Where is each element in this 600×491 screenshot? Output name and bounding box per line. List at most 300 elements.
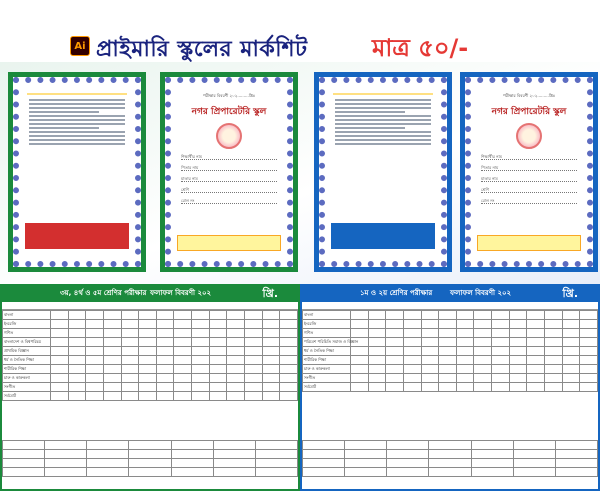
mark-cell	[351, 329, 369, 338]
mark-cell	[580, 365, 598, 374]
grade-scale	[2, 302, 298, 310]
mark-cell	[192, 311, 210, 320]
mark-cell	[192, 338, 210, 347]
mark-cell	[474, 383, 492, 392]
subject-cell: ইংরেজি	[3, 320, 51, 329]
mark-cell	[51, 392, 69, 401]
mark-cell	[456, 374, 474, 383]
mark-cell	[421, 347, 439, 356]
mark-cell	[174, 320, 192, 329]
mark-cell	[86, 365, 104, 374]
mark-cell	[580, 347, 598, 356]
mark-cell	[227, 311, 245, 320]
mark-cell	[156, 347, 174, 356]
table-row	[3, 356, 298, 365]
table-row	[303, 338, 598, 347]
mark-cell	[562, 311, 580, 320]
mark-cell	[121, 383, 139, 392]
mark-cell	[456, 311, 474, 320]
mark-cell	[192, 329, 210, 338]
mark-cell	[439, 383, 457, 392]
mark-cell	[439, 365, 457, 374]
mark-cell	[527, 374, 545, 383]
mark-cell	[103, 374, 121, 383]
mark-cell	[280, 338, 298, 347]
mark-cell	[192, 356, 210, 365]
mark-cell	[492, 320, 510, 329]
mark-cell	[280, 383, 298, 392]
mark-cell	[527, 365, 545, 374]
mark-cell	[421, 365, 439, 374]
mark-cell	[545, 329, 563, 338]
mark-cell	[527, 320, 545, 329]
mark-cell	[121, 392, 139, 401]
table-row	[303, 329, 598, 338]
mark-cell	[68, 392, 86, 401]
mark-cell	[580, 383, 598, 392]
mark-cell	[227, 356, 245, 365]
mark-cell	[351, 311, 369, 320]
mark-cell	[562, 338, 580, 347]
cover-sheet-green	[160, 72, 298, 272]
mark-cell	[139, 383, 157, 392]
cover-sheet-blue	[460, 72, 598, 272]
subject-cell: সংগীত	[303, 374, 351, 383]
mark-cell	[209, 311, 227, 320]
school-logo-icon	[516, 123, 542, 149]
table-row	[303, 383, 598, 392]
mark-cell	[492, 365, 510, 374]
mark-cell	[103, 329, 121, 338]
mark-cell	[474, 347, 492, 356]
mark-cell	[562, 383, 580, 392]
mark-cell	[474, 329, 492, 338]
mark-cell	[174, 311, 192, 320]
mark-cell	[527, 383, 545, 392]
mark-cell	[456, 320, 474, 329]
subject-cell: পরিবেশ পরিচিতি সমাজ ও বিজ্ঞান	[303, 338, 351, 347]
mark-cell	[192, 365, 210, 374]
mark-cell	[68, 338, 86, 347]
mark-cell	[351, 356, 369, 365]
mark-cell	[280, 374, 298, 383]
field-roll: রোল নং	[481, 198, 577, 204]
mark-cell	[509, 329, 527, 338]
mark-cell	[103, 347, 121, 356]
mark-cell	[280, 347, 298, 356]
mark-cell	[209, 392, 227, 401]
mark-cell	[386, 383, 404, 392]
field-roll: রোল নং	[181, 198, 277, 204]
mark-cell	[580, 374, 598, 383]
preview-area	[0, 62, 600, 284]
mark-cell	[139, 311, 157, 320]
class-title: ৩য়, ৪র্থ ও ৫ম শ্রেণির পরীক্ষার	[60, 289, 147, 297]
mark-cell	[156, 311, 174, 320]
mark-cell	[103, 338, 121, 347]
mark-cell	[262, 374, 280, 383]
table-row	[3, 320, 298, 329]
mark-cell	[474, 320, 492, 329]
mark-cell	[456, 347, 474, 356]
mark-cell	[439, 311, 457, 320]
mark-cell	[192, 347, 210, 356]
mark-cell	[227, 392, 245, 401]
marksheet-green	[0, 284, 300, 491]
table-row	[303, 374, 598, 383]
mark-cell	[139, 329, 157, 338]
table-row	[3, 338, 298, 347]
mark-cell	[245, 338, 263, 347]
mark-cell	[245, 329, 263, 338]
mark-cell	[280, 365, 298, 374]
mark-cell	[527, 329, 545, 338]
mark-cell	[174, 392, 192, 401]
mark-cell	[421, 320, 439, 329]
mark-cell	[245, 365, 263, 374]
mark-cell	[580, 320, 598, 329]
school-name: নগর প্রিপারেটরি স্কুল	[491, 107, 567, 117]
mark-cell	[86, 338, 104, 347]
subject-table	[302, 310, 598, 392]
mark-cell	[209, 338, 227, 347]
mark-cell	[386, 329, 404, 338]
mark-cell	[386, 374, 404, 383]
subject-cell: বাংলা	[3, 311, 51, 320]
mark-cell	[545, 374, 563, 383]
mark-cell	[51, 347, 69, 356]
mark-cell	[121, 356, 139, 365]
rules-header-bar	[333, 93, 433, 95]
mark-cell	[403, 356, 421, 365]
mark-cell	[245, 383, 263, 392]
table-row	[303, 347, 598, 356]
mark-cell	[545, 365, 563, 374]
mark-cell	[562, 329, 580, 338]
mark-cell	[439, 347, 457, 356]
table-row	[303, 320, 598, 329]
table-row	[303, 311, 598, 320]
mark-cell	[403, 383, 421, 392]
mark-cell	[492, 311, 510, 320]
field-student-name: শিক্ষার্থীর নাম	[481, 154, 577, 160]
mark-cell	[227, 320, 245, 329]
mark-cell	[139, 347, 157, 356]
mark-cell	[562, 374, 580, 383]
cover-footer-box	[177, 235, 281, 251]
mark-cell	[51, 329, 69, 338]
mark-cell	[456, 383, 474, 392]
mark-cell	[580, 311, 598, 320]
mark-cell	[86, 356, 104, 365]
mark-cell	[245, 374, 263, 383]
mark-cell	[439, 320, 457, 329]
mark-cell	[386, 320, 404, 329]
mark-cell	[174, 383, 192, 392]
mark-cell	[386, 311, 404, 320]
rules-sheet-green	[8, 72, 146, 272]
subject-cell: চারু ও কারুকলা	[303, 365, 351, 374]
mark-cell	[262, 392, 280, 401]
subject-cell: সংগীত	[3, 383, 51, 392]
mark-cell	[456, 356, 474, 365]
table-row	[3, 374, 298, 383]
subject-cell: শারীরিক শিক্ষা	[303, 356, 351, 365]
mark-cell	[456, 365, 474, 374]
mark-cell	[209, 365, 227, 374]
mark-cell	[51, 356, 69, 365]
mark-cell	[368, 374, 386, 383]
mark-cell	[156, 338, 174, 347]
mark-cell	[351, 365, 369, 374]
mark-cell	[209, 320, 227, 329]
mark-cell	[386, 365, 404, 374]
mark-cell	[174, 356, 192, 365]
notice-box	[25, 223, 129, 249]
mark-cell	[121, 311, 139, 320]
mark-cell	[192, 320, 210, 329]
mark-cell	[492, 329, 510, 338]
mark-cell	[492, 374, 510, 383]
mark-cell	[580, 338, 598, 347]
mark-cell	[439, 356, 457, 365]
field-mother-name: মাতার নাম	[181, 176, 277, 182]
mark-cell	[262, 347, 280, 356]
exam-year-line: পরীক্ষার বিবরণী ২০২.........খ্রিঃ	[502, 93, 556, 98]
mark-cell	[227, 329, 245, 338]
mark-cell	[545, 338, 563, 347]
class-title: ১ম ও ২য় শ্রেণির পরীক্ষার	[360, 289, 433, 297]
mark-cell	[156, 383, 174, 392]
mark-cell	[68, 320, 86, 329]
mark-cell	[245, 356, 263, 365]
mark-cell	[156, 365, 174, 374]
mark-cell	[580, 356, 598, 365]
mark-cell	[103, 383, 121, 392]
mark-cell	[156, 356, 174, 365]
mark-cell	[509, 347, 527, 356]
mark-cell	[245, 392, 263, 401]
mark-cell	[280, 356, 298, 365]
mark-cell	[368, 365, 386, 374]
mark-cell	[68, 383, 86, 392]
mark-cell	[262, 329, 280, 338]
subject-cell: প্রাথমিক বিজ্ঞান	[3, 347, 51, 356]
mark-cell	[403, 374, 421, 383]
mark-cell	[245, 320, 263, 329]
mark-cell	[174, 338, 192, 347]
mark-cell	[403, 338, 421, 347]
mark-cell	[103, 365, 121, 374]
subject-cell: ইংরেজি	[303, 320, 351, 329]
mark-cell	[174, 374, 192, 383]
mark-cell	[351, 374, 369, 383]
field-class: শ্রেণি	[481, 187, 577, 193]
table-row	[3, 383, 298, 392]
mark-cell	[562, 356, 580, 365]
subject-cell: সর্বমোট	[303, 383, 351, 392]
mark-cell	[51, 338, 69, 347]
exam-year-line: পরীক্ষার বিবরণী ২০২.........খ্রিঃ	[202, 93, 256, 98]
mark-cell	[262, 320, 280, 329]
mark-cell	[509, 338, 527, 347]
mark-cell	[103, 392, 121, 401]
mark-cell	[103, 311, 121, 320]
mark-cell	[103, 320, 121, 329]
mark-cell	[403, 347, 421, 356]
mark-cell	[156, 329, 174, 338]
mark-cell	[368, 311, 386, 320]
mark-cell	[368, 347, 386, 356]
subject-cell: গণিত	[303, 329, 351, 338]
mark-cell	[403, 329, 421, 338]
rules-sheet-blue	[314, 72, 452, 272]
mark-cell	[280, 329, 298, 338]
field-class: শ্রেণি	[181, 187, 277, 193]
mark-cell	[421, 338, 439, 347]
mark-cell	[68, 347, 86, 356]
rules-header-bar	[27, 93, 127, 95]
mark-cell	[209, 374, 227, 383]
mark-cell	[492, 383, 510, 392]
mark-cell	[368, 338, 386, 347]
mark-cell	[545, 320, 563, 329]
mark-cell	[192, 383, 210, 392]
mark-cell	[245, 311, 263, 320]
mark-cell	[456, 329, 474, 338]
mark-cell	[545, 347, 563, 356]
mark-cell	[121, 329, 139, 338]
mark-cell	[403, 365, 421, 374]
mark-cell	[509, 356, 527, 365]
mark-cell	[474, 374, 492, 383]
mark-cell	[527, 356, 545, 365]
mark-cell	[562, 320, 580, 329]
mark-cell	[262, 383, 280, 392]
mark-cell	[421, 356, 439, 365]
table-row	[3, 365, 298, 374]
mark-cell	[139, 338, 157, 347]
price-label: মাত্র ৫০/-	[372, 34, 469, 62]
summary-table	[2, 440, 298, 477]
mark-cell	[439, 329, 457, 338]
mark-cell	[545, 383, 563, 392]
mark-cell	[527, 347, 545, 356]
mark-cell	[280, 311, 298, 320]
mark-cell	[227, 383, 245, 392]
subject-cell: বাংলাদেশ ও বিশ্বপরিচয়	[3, 338, 51, 347]
table-row	[3, 347, 298, 356]
mark-cell	[174, 347, 192, 356]
mark-cell	[121, 365, 139, 374]
mark-cell	[209, 383, 227, 392]
subject-cell: ধর্ম ও নৈতিক শিক্ষা	[303, 347, 351, 356]
mark-cell	[351, 347, 369, 356]
mark-cell	[492, 347, 510, 356]
subject-cell: সর্বমোট	[3, 392, 51, 401]
subject-cell: শারীরিক শিক্ষা	[3, 365, 51, 374]
mark-cell	[139, 365, 157, 374]
mark-cell	[509, 311, 527, 320]
summary-table	[302, 440, 598, 477]
mark-cell	[68, 329, 86, 338]
mark-cell	[51, 383, 69, 392]
mark-cell	[509, 320, 527, 329]
mark-cell	[421, 383, 439, 392]
mark-cell	[439, 338, 457, 347]
mark-cell	[351, 383, 369, 392]
mark-cell	[545, 311, 563, 320]
mark-cell	[492, 338, 510, 347]
mark-cell	[439, 374, 457, 383]
mark-cell	[421, 329, 439, 338]
mark-cell	[86, 383, 104, 392]
mark-cell	[227, 347, 245, 356]
mark-cell	[386, 338, 404, 347]
field-father-name: পিতার নাম	[181, 165, 277, 171]
mark-cell	[86, 320, 104, 329]
marksheet-blue	[300, 284, 600, 491]
mark-cell	[139, 356, 157, 365]
mark-cell	[562, 365, 580, 374]
mark-cell	[139, 320, 157, 329]
mark-cell	[86, 392, 104, 401]
mark-cell	[368, 320, 386, 329]
mark-cell	[156, 320, 174, 329]
mark-cell	[51, 374, 69, 383]
mark-cell	[51, 320, 69, 329]
mark-cell	[492, 356, 510, 365]
notice-box	[331, 223, 435, 249]
mark-cell	[192, 374, 210, 383]
mark-cell	[86, 311, 104, 320]
mark-cell	[86, 329, 104, 338]
result-title: ফলাফল বিবরণী ২০২	[450, 289, 512, 297]
mark-cell	[262, 365, 280, 374]
mark-cell	[121, 374, 139, 383]
header-banner	[0, 0, 600, 62]
mark-cell	[245, 347, 263, 356]
table-row	[3, 311, 298, 320]
mark-cell	[121, 338, 139, 347]
year-suffix: খ্রি.	[262, 287, 278, 300]
mark-cell	[386, 356, 404, 365]
mark-cell	[509, 374, 527, 383]
mark-cell	[86, 347, 104, 356]
mark-cell	[421, 374, 439, 383]
mark-cell	[368, 356, 386, 365]
mark-cell	[121, 320, 139, 329]
mark-cell	[474, 338, 492, 347]
mark-cell	[209, 347, 227, 356]
mark-cell	[68, 365, 86, 374]
mark-cell	[403, 311, 421, 320]
table-row	[303, 356, 598, 365]
mark-cell	[227, 365, 245, 374]
mark-cell	[209, 329, 227, 338]
subject-cell: ধর্ম ও নৈতিক শিক্ষা	[3, 356, 51, 365]
mark-cell	[403, 320, 421, 329]
year-suffix: খ্রি.	[562, 287, 578, 300]
mark-cell	[421, 311, 439, 320]
mark-cell	[209, 356, 227, 365]
cover-footer-box	[477, 235, 581, 251]
mark-cell	[474, 356, 492, 365]
mark-cell	[351, 320, 369, 329]
mark-cell	[139, 392, 157, 401]
mark-cell	[262, 356, 280, 365]
mark-cell	[562, 347, 580, 356]
